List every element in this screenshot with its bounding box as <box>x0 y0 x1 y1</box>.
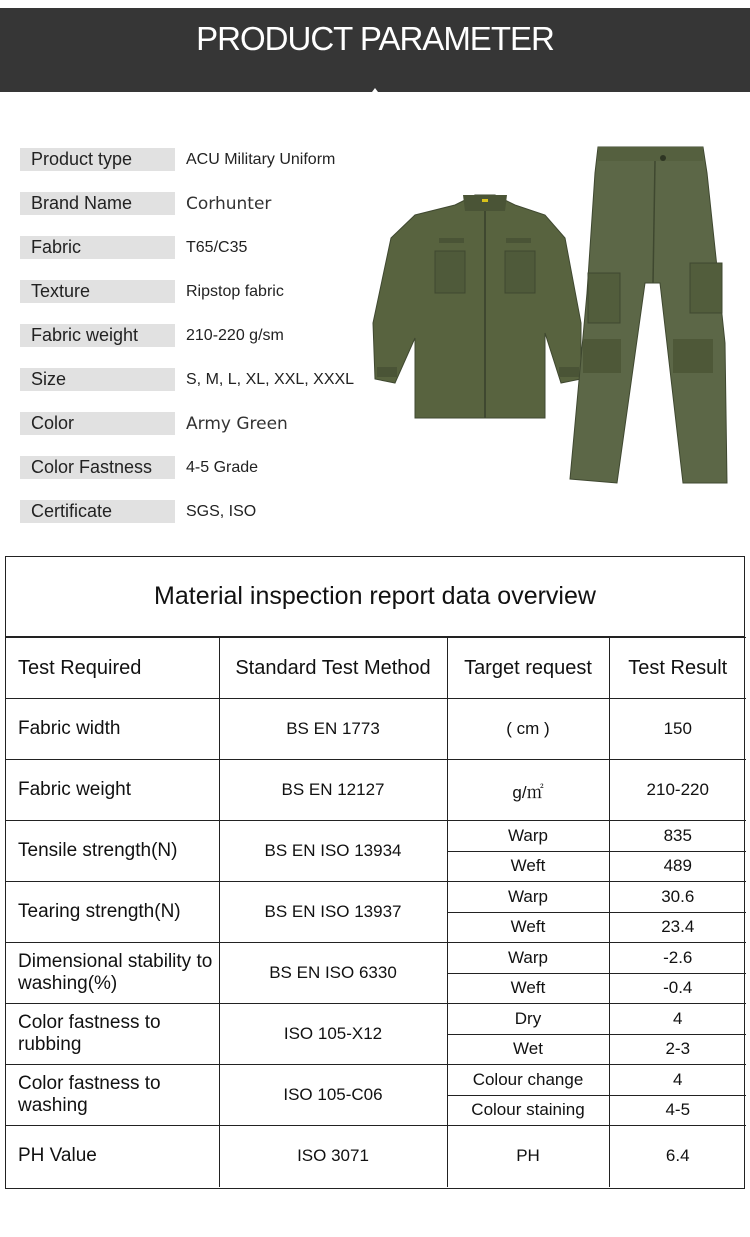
param-label: Color <box>20 412 175 435</box>
target-request: Weft <box>447 912 609 943</box>
param-value: T65/C35 <box>186 239 248 256</box>
param-value: 210-220 g/sm <box>186 327 284 344</box>
column-header-test-required: Test Required <box>6 638 219 699</box>
table-row <box>6 1065 746 1096</box>
param-label: Size <box>20 368 175 391</box>
test-method: BS EN ISO 6330 <box>219 943 447 1004</box>
table-row <box>6 943 746 974</box>
test-name: Color fastness to rubbing <box>6 1004 219 1065</box>
table-row <box>6 1126 746 1187</box>
report-grid <box>6 637 746 1187</box>
target-request: Dry <box>447 1004 609 1035</box>
test-result: 4 <box>609 1004 746 1035</box>
param-label: Fabric <box>20 236 175 259</box>
param-value: S, M, L, XL, XXL, XXXL <box>186 371 355 388</box>
param-value: ACU Military Uniform <box>186 151 336 168</box>
param-label: Color Fastness <box>20 456 175 479</box>
column-header-test-result: Test Result <box>609 638 746 699</box>
param-label: Brand Name <box>20 192 175 215</box>
test-method: BS EN 1773 <box>219 699 447 760</box>
jacket-illustration <box>373 195 581 418</box>
test-name: Fabric weight <box>6 760 219 821</box>
target-request: PH <box>447 1126 609 1187</box>
table-row <box>6 760 746 821</box>
pants-illustration <box>570 147 727 483</box>
param-value: 4-5 Grade <box>186 459 259 476</box>
header-banner <box>0 8 750 92</box>
param-label: Fabric weight <box>20 324 175 347</box>
test-method: BS EN ISO 13937 <box>219 882 447 943</box>
column-header-target-request: Target request <box>447 638 609 699</box>
report-title: Material inspection report data overview <box>6 557 744 637</box>
test-method: ISO 3071 <box>219 1126 447 1187</box>
target-request: Weft <box>447 973 609 1004</box>
table-row <box>6 1004 746 1035</box>
test-result: 210-220 <box>609 760 746 821</box>
banner-pointer-arrow <box>366 88 384 100</box>
test-result: 4-5 <box>609 1095 746 1126</box>
table-row <box>6 821 746 852</box>
test-name: Color fastness to washing <box>6 1065 219 1126</box>
param-value: Ripstop fabric <box>186 283 284 300</box>
target-request: Wet <box>447 1034 609 1065</box>
test-name: Dimensional stability to washing(%) <box>6 943 219 1004</box>
target-request: Warp <box>447 821 609 852</box>
param-value: SGS, ISO <box>186 503 257 520</box>
param-label: Product type <box>20 148 175 171</box>
product-image-uniform <box>355 143 745 493</box>
column-header-standard-test-method: Standard Test Method <box>219 638 447 699</box>
test-name: PH Value <box>6 1126 219 1187</box>
test-method: BS EN ISO 13934 <box>219 821 447 882</box>
page-title: PRODUCT PARAMETER <box>196 20 554 57</box>
test-name: Tearing strength(N) <box>6 882 219 943</box>
param-label: Texture <box>20 280 175 303</box>
target-request: Warp <box>447 882 609 913</box>
test-result: 4 <box>609 1065 746 1096</box>
test-method: ISO 105-X12 <box>219 1004 447 1065</box>
test-name: Tensile strength(N) <box>6 821 219 882</box>
target-request: Weft <box>447 851 609 882</box>
target-request: g/㎡ <box>447 760 609 821</box>
test-result: 6.4 <box>609 1126 746 1187</box>
param-value: Army Green <box>186 414 288 434</box>
param-value: Corhunter <box>186 194 272 214</box>
test-result: -0.4 <box>609 973 746 1004</box>
test-result: 30.6 <box>609 882 746 913</box>
inspection-report-table <box>5 556 745 1189</box>
test-result: 2-3 <box>609 1034 746 1065</box>
test-result: 150 <box>609 699 746 760</box>
table-header-row <box>6 638 746 699</box>
test-method: BS EN 12127 <box>219 760 447 821</box>
test-name: Fabric width <box>6 699 219 760</box>
target-request: Colour staining <box>447 1095 609 1126</box>
target-request: ( cm ) <box>447 699 609 760</box>
test-result: 835 <box>609 821 746 852</box>
table-row <box>6 882 746 913</box>
test-result: 23.4 <box>609 912 746 943</box>
param-label: Certificate <box>20 500 175 523</box>
test-result: 489 <box>609 851 746 882</box>
target-request: Colour change <box>447 1065 609 1096</box>
test-method: ISO 105-C06 <box>219 1065 447 1126</box>
test-result: -2.6 <box>609 943 746 974</box>
table-row <box>6 699 746 760</box>
target-request: Warp <box>447 943 609 974</box>
